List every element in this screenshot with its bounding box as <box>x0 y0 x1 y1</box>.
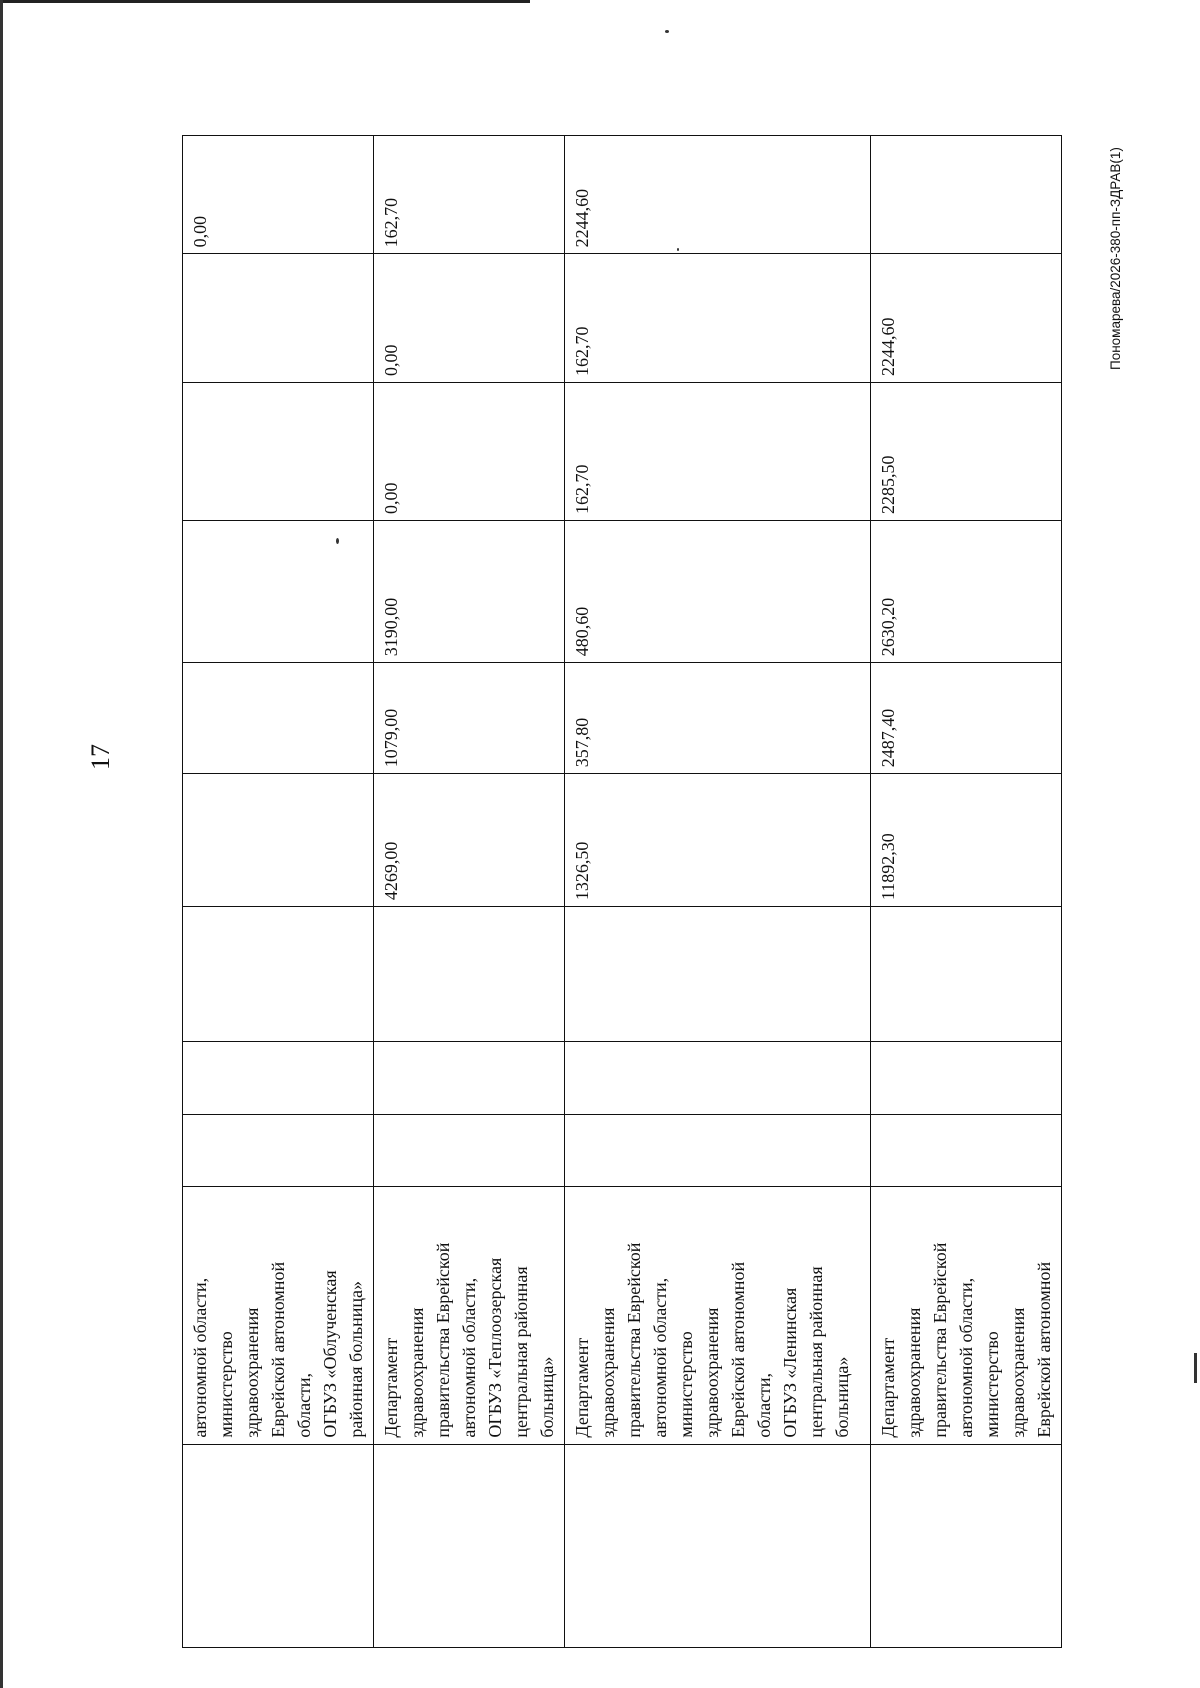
table-row <box>871 136 1062 1648</box>
value-cell <box>183 254 374 383</box>
org-line: министерство <box>216 1331 236 1438</box>
org-cell <box>183 1187 374 1444</box>
org-line: автономной области, <box>190 1277 210 1438</box>
scan-edge-top <box>0 0 530 3</box>
value-cell <box>183 1114 374 1187</box>
value-cell: 2285,50 <box>871 383 1062 521</box>
value-cell <box>374 1114 565 1187</box>
org-line: центральная районная <box>806 1266 826 1438</box>
value-cell <box>183 774 374 907</box>
table-row <box>374 136 565 1648</box>
org-line: области, <box>294 1372 314 1438</box>
org-line: области, <box>754 1372 774 1438</box>
value-cell: 2244,60 <box>871 254 1062 383</box>
org-line: Еврейской автономной <box>268 1261 288 1438</box>
org-line: министерство <box>676 1331 696 1438</box>
scan-speck <box>665 30 669 33</box>
table-cell-empty <box>565 1444 871 1647</box>
value-cell: 2487,40 <box>871 663 1062 774</box>
org-cell <box>374 1187 565 1444</box>
value-cell: 162,70 <box>565 254 871 383</box>
org-line: правительства Еврейской <box>930 1242 950 1438</box>
value-cell: 2630,20 <box>871 521 1062 663</box>
table-row <box>183 136 374 1648</box>
rotated-page <box>40 40 1160 1648</box>
value-cell: 4269,00 <box>374 774 565 907</box>
org-line: центральная районная <box>511 1266 531 1438</box>
value-cell: 1079,00 <box>374 663 565 774</box>
org-line: здравоохранения <box>407 1307 427 1438</box>
org-line: правительства Еврейской <box>433 1242 453 1438</box>
org-line: Департамент <box>381 1337 401 1438</box>
value-cell <box>565 907 871 1042</box>
value-cell <box>183 1041 374 1114</box>
org-line: Еврейской автономной <box>728 1261 748 1438</box>
value-cell <box>565 1041 871 1114</box>
table-row <box>565 136 871 1648</box>
document-code: Пономарева/2026-380-пп-ЗДРАВ(1) <box>1108 147 1123 370</box>
org-line: автономной области, <box>956 1277 976 1438</box>
value-cell <box>871 1041 1062 1114</box>
org-line: здравоохранения <box>904 1307 924 1438</box>
org-line: ОГБУЗ «Теплоозерская <box>485 1257 505 1438</box>
org-line: здравоохранения <box>242 1307 262 1438</box>
org-line: ОГБУЗ «Облученская <box>320 1270 340 1438</box>
value-cell <box>565 1114 871 1187</box>
scan-edge-left <box>0 0 3 1688</box>
table-cell-empty <box>374 1444 565 1647</box>
org-line: Департамент <box>878 1337 898 1438</box>
org-line: правительства Еврейской <box>624 1242 644 1438</box>
value-cell: 480,60 <box>565 521 871 663</box>
org-cell <box>565 1187 871 1444</box>
value-cell: 357,80 <box>565 663 871 774</box>
org-line: здравоохранения <box>702 1307 722 1438</box>
value-cell: 162,70 <box>374 136 565 254</box>
value-cell <box>183 663 374 774</box>
value-cell <box>183 383 374 521</box>
value-cell: 2244,60 <box>565 136 871 254</box>
table-cell-empty <box>183 1444 374 1647</box>
org-line: автономной области, <box>650 1277 670 1438</box>
org-line: автономной области, <box>459 1277 479 1438</box>
org-line: здравоохранения <box>598 1307 618 1438</box>
value-cell <box>871 136 1062 254</box>
value-cell: 1326,50 <box>565 774 871 907</box>
page-number: 17 <box>86 744 115 770</box>
value-cell <box>871 907 1062 1042</box>
value-cell: 11892,30 <box>871 774 1062 907</box>
scan-speck <box>1194 1353 1197 1383</box>
org-line: больница» <box>832 1356 852 1438</box>
table-cell-empty <box>871 1444 1062 1647</box>
value-cell <box>183 907 374 1042</box>
value-cell <box>374 907 565 1042</box>
org-line: ОГБУЗ «Ленинская <box>780 1287 800 1438</box>
value-cell <box>374 1041 565 1114</box>
org-line: Еврейской автономной <box>1034 1261 1054 1438</box>
value-cell: 0,00 <box>374 254 565 383</box>
value-cell: 0,00 <box>374 383 565 521</box>
value-cell: 162,70 <box>565 383 871 521</box>
org-line: районная больница» <box>346 1280 366 1438</box>
org-line: министерство <box>982 1331 1002 1438</box>
data-table <box>182 135 1062 1648</box>
value-cell: 0,00 <box>183 136 374 254</box>
org-cell <box>871 1187 1062 1444</box>
value-cell <box>871 1114 1062 1187</box>
org-line: Департамент <box>572 1337 592 1438</box>
value-cell: 3190,00 <box>374 521 565 663</box>
org-line: больница» <box>537 1356 557 1438</box>
value-cell <box>183 521 374 663</box>
org-line: здравоохранения <box>1008 1307 1028 1438</box>
